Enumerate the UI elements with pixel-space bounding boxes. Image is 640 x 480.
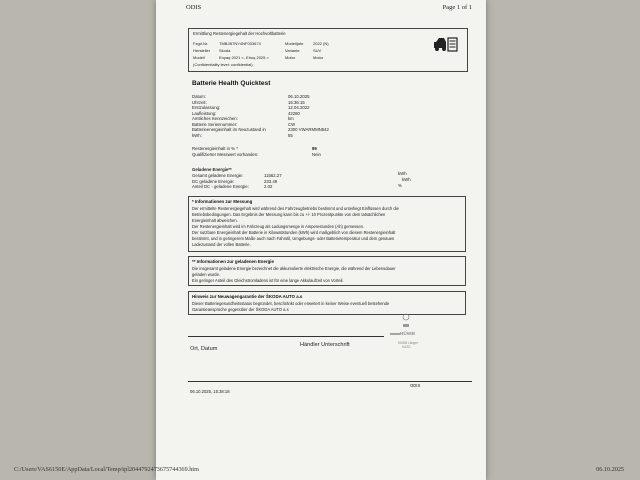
stamp-line: KMDB Länger [398, 341, 419, 345]
footer-app: ODIS [410, 383, 421, 388]
field-label: Erstzulassung: [192, 105, 221, 110]
field-label: Batterie Seriennummer: [192, 121, 238, 127]
info-key: Hersteller [193, 48, 211, 53]
footer-timestamp: 06.10.2025, 15:38:18 [190, 389, 230, 394]
field-label: kWh: [192, 132, 202, 138]
box-title: ** Informationen zur geladenen Energie [192, 259, 274, 264]
energy-unit: kWh [402, 177, 411, 182]
info-value: 2022 (N) [313, 41, 329, 46]
field-value: 42280 [288, 110, 300, 116]
info-key: Fzgd.Nr. [193, 41, 209, 46]
info-value: Enyaq 2021 <, Elroq 2025 > [219, 55, 269, 60]
signature-line-place [188, 336, 306, 337]
vehicle-info-box [188, 28, 468, 72]
box-line: geladen wurde. [192, 272, 220, 277]
field-label: Amtliches Kennzeichen: [192, 116, 238, 121]
energy-value: 233.49 [264, 178, 278, 184]
box-line: Garantieansprüche gegenüber der ŠKODA AUTO a.s [192, 307, 289, 312]
info-key: Variante [285, 48, 300, 53]
info-confidential: (Confidentiality level: confidential) [193, 62, 253, 67]
info-title: Ermittlung Restenergiegehalt der Hochvoltbatterie [193, 31, 286, 36]
energy-label: Anteil DC - geladene Energie: [192, 184, 249, 189]
info-value: Motor [313, 55, 324, 60]
info-value: Skoda [219, 48, 231, 53]
measurement-info-box [188, 196, 466, 252]
box-line: Die insgesamt geladene Energie bezeichnet die akkumulierte elektrische Energie, die während der Lebensdauer [192, 266, 396, 271]
field-label: Batterieenergieinhalt im Neuzustand in [192, 127, 266, 132]
energy-unit: % [398, 183, 402, 188]
energy-info-box [188, 256, 466, 286]
field-value: 12.04.2022 [288, 105, 310, 110]
header-page: Page 1 of 1 [442, 4, 472, 11]
rest-label: Restenergieinhalt in % * [192, 146, 238, 151]
header-app: ODIS [186, 4, 202, 11]
footer-rule [188, 381, 472, 382]
box-line: Der nutzbare Energieinhalt der Batterie in Kilowattstunden (kWh) wird maßgeblich von diesem Restenergieinhalt [192, 230, 396, 235]
field-value: 06.10.2025 [288, 94, 310, 99]
field-label: Laufleistung: [192, 110, 217, 116]
box-line: Der ermittelte Restenergiegehalt wird während des Fahrzeugbetriebs bestimmt und unterliegt Einflüssen durch die [192, 206, 399, 211]
energy-title: Geladene Energie** [192, 167, 232, 172]
info-key: Modell [193, 55, 205, 60]
document-page [156, 0, 486, 480]
stamp-line: KAZD [402, 345, 411, 349]
place-date-label: Ort, Datum [190, 346, 218, 352]
box-line: Dieser Batteriegesundheitsstatus begründet, beschränkt oder erweitert in keiner Weise eventuell bestehende [192, 301, 390, 306]
field-value: km [288, 116, 294, 121]
box-title: Hinweis zur Neuwagengarantie der ŠKODA AUTO a.s [192, 294, 303, 299]
dealer-stamp [384, 312, 432, 348]
energy-unit: kWh [398, 171, 407, 176]
energy-value: 11562.27 [264, 173, 282, 178]
signature-line-dealer [296, 336, 384, 337]
info-key: Motor [285, 55, 296, 60]
field-label: Uhrzeit: [192, 99, 207, 105]
rest-label: Qualifizierter Messwert vorhanden: [192, 151, 259, 157]
print-date: 06.10.2025 [596, 466, 624, 473]
box-title: * Informationen zur Messung [192, 199, 253, 204]
car-battery-icon [433, 35, 459, 55]
print-path: C:/Users/VAS6150E/AppData/Local/Temp/tpl2044792473675744369.htm [14, 466, 199, 473]
box-line: bestimmt, und in geringerem Maße auch nach Fahrstil, Umgebungs- oder Batterietemperatur und dem genauen [192, 236, 395, 241]
energy-value: 2.02 [264, 184, 273, 189]
field-value: CW [288, 121, 296, 127]
info-value: SUV [313, 48, 322, 53]
info-value: TMBJB7NY4NF033674 [219, 41, 261, 46]
quicktest-title: Batterie Health Quicktest [192, 80, 271, 87]
rest-value: 89 [312, 146, 317, 151]
box-line: Energieinhalt abweichen. [192, 218, 238, 223]
field-value: 55 [288, 132, 293, 138]
dealer-signature-label: Händler Unterschrift [300, 342, 350, 348]
field-value: 15:36:15 [288, 99, 305, 105]
box-line: Ein geringer Anteil des Gleichstromladens ist für eine lange Akkulaufzeit von Vorteil. [192, 278, 344, 283]
info-key: Modelljahr [285, 41, 304, 46]
energy-label: Gesamt geladene Energie: [192, 173, 244, 178]
box-line: Ladezustand der vollen Batterie. [192, 242, 251, 247]
stamp-brand: HÜSER [400, 331, 416, 336]
field-label: Datum: [192, 94, 206, 99]
rest-value: Nein [312, 151, 321, 157]
field-value: 2300 VWARMMN542 [288, 127, 329, 132]
box-line: Betriebsbedingungen. Das Ergebnis der Messung kann bis zu +/- 10 Prozentpunkte von dem tatsächlichen [192, 212, 386, 217]
energy-label: DC geladene Energie: [192, 178, 235, 184]
box-line: Der Restenergieinhalt wird im Fahrzeug als Ladungsmenge in Amperestunden (Ah) gemessen. [192, 224, 365, 229]
